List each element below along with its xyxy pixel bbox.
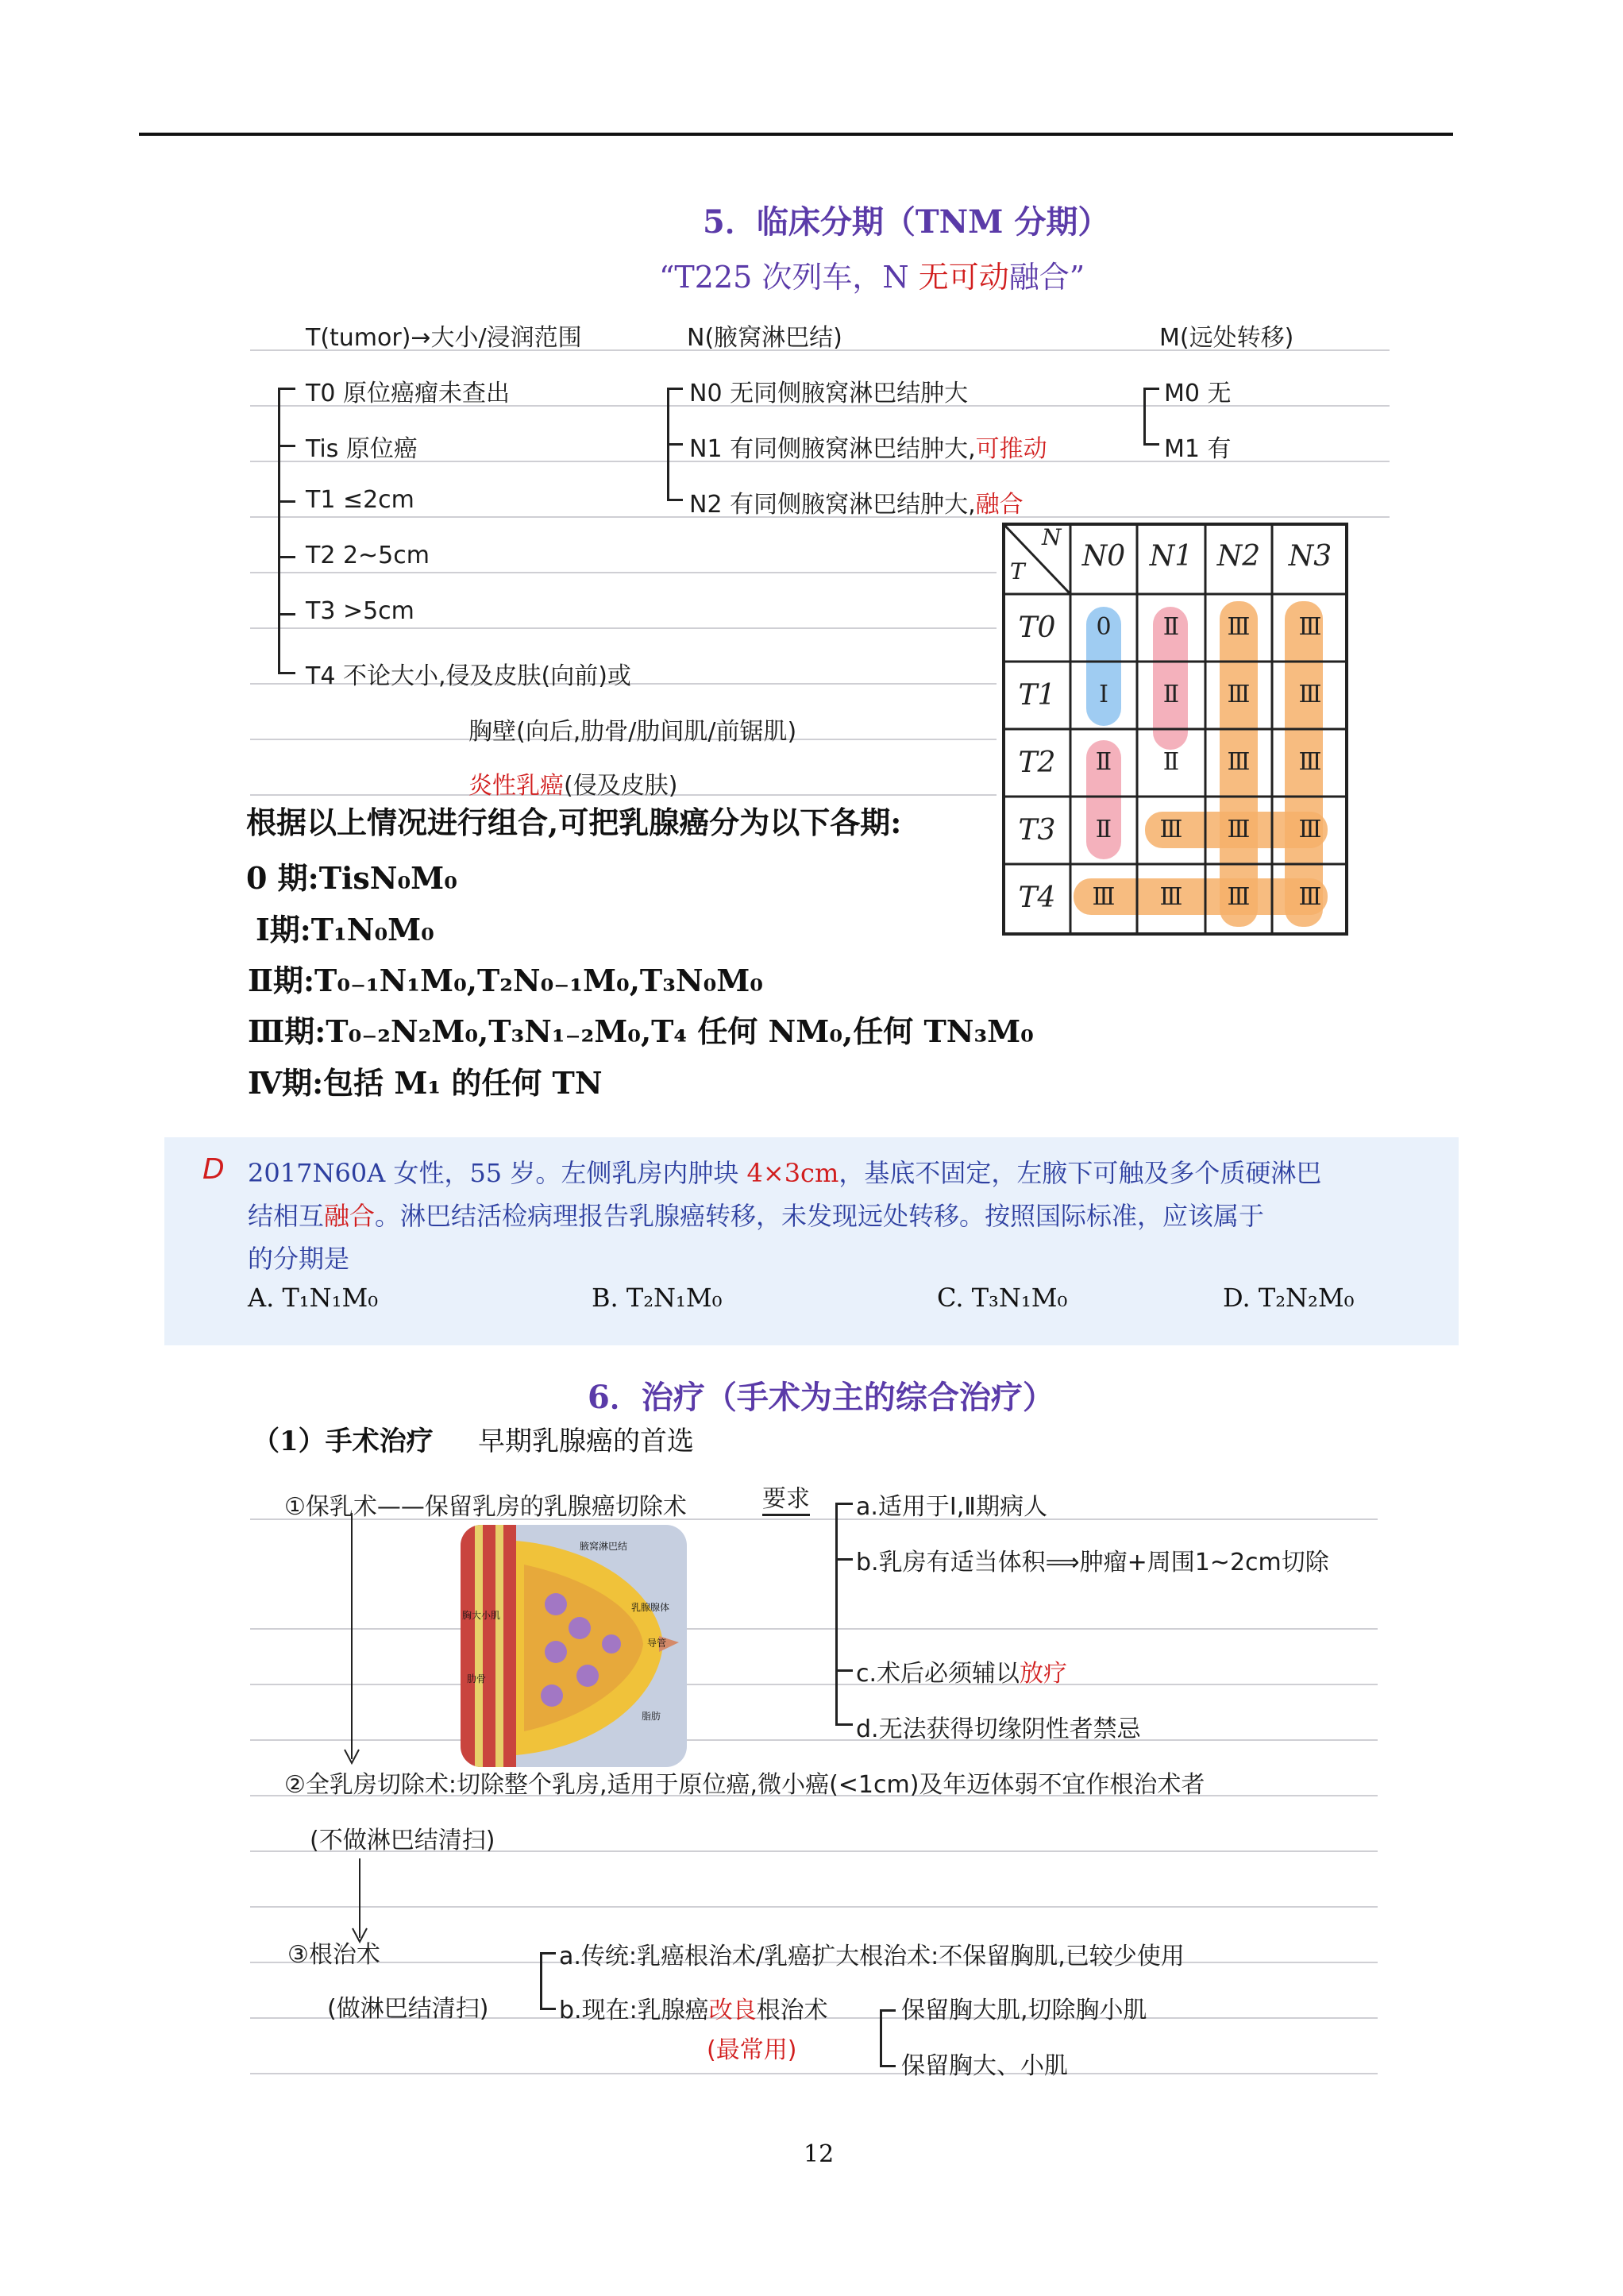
grid-row-header: T1: [1018, 679, 1056, 712]
label-gland: 乳腺腺体: [631, 1602, 670, 1613]
grid-col-header: N2: [1216, 540, 1261, 573]
grid-cell: Ⅲ: [1159, 816, 1183, 843]
grid-cell: Ⅱ: [1162, 681, 1180, 708]
arrow-down-icon-2: [348, 1858, 372, 1946]
t-item-1: Tis 原位癌: [306, 435, 418, 463]
grid-cell: Ⅲ: [1159, 883, 1183, 911]
req-b: b.乳房有适当体积⟹肿瘤+周围1~2cm切除: [856, 1549, 1329, 1576]
grid-row-header: T0: [1018, 612, 1056, 644]
radical-common: (最常用): [707, 2036, 797, 2064]
grid-cell: Ⅱ: [1095, 816, 1112, 843]
grid-cell: Ⅲ: [1298, 681, 1322, 708]
option-c[interactable]: C. T₃N₁M₀: [937, 1283, 1068, 1313]
grid-cell: 0: [1096, 613, 1112, 641]
radical-bracket: [540, 1952, 542, 2009]
modified-opt2: 保留胸大、小肌: [901, 2052, 1068, 2080]
stage-grid-lines: [1002, 523, 1348, 936]
t4-line2: 胸壁(向后,肋骨/肋间肌/前锯肌): [468, 718, 797, 746]
stage-4: Ⅳ期:包括 M₁ 的任何 TN: [248, 1065, 603, 1101]
t-bracket: [278, 388, 280, 673]
surgery-3-note: (做淋巴结清扫): [327, 1995, 489, 2023]
grid-col-header: N3: [1288, 540, 1332, 573]
m-bracket: [1143, 388, 1146, 445]
m-header: M(远处转移): [1159, 324, 1294, 352]
req-a: a.适用于Ⅰ,Ⅱ期病人: [856, 1493, 1048, 1521]
stage-1: Ⅰ期:T₁N₀M₀: [256, 912, 434, 947]
grid-cell: Ⅲ: [1227, 681, 1251, 708]
surgery-label: （1）手术治疗: [253, 1426, 434, 1457]
label-fat: 脂肪: [642, 1711, 661, 1722]
grid-cell: Ⅲ: [1298, 816, 1322, 843]
grid-cell: Ⅲ: [1092, 883, 1116, 911]
radical-b: b.现在:乳腺癌改良根治术: [559, 1997, 828, 2024]
surgery-2: ②全乳房切除术:切除整个乳房,适用于原位癌,微小癌(<1cm)及年迈体弱不宜作根治术者: [284, 1771, 1205, 1799]
t-header: T(tumor)→大小/浸润范围: [306, 324, 582, 352]
question-line3: 的分期是: [248, 1244, 350, 1274]
grid-cell: Ⅲ: [1298, 883, 1322, 911]
modified-opt1: 保留胸大肌,切除胸小肌: [901, 1997, 1147, 2024]
stage-2: Ⅱ期:T₀₋₁N₁M₀,T₂N₀₋₁M₀,T₃N₀M₀: [248, 963, 763, 998]
label-duct: 导管: [647, 1638, 667, 1649]
radical-a: a.传统:乳癌根治术/乳癌扩大根治术:不保留胸肌,已较少使用: [559, 1943, 1185, 1970]
t-item-3: T2 2~5cm: [306, 542, 430, 569]
t-item-0: T0 原位癌瘤未查出: [306, 380, 510, 407]
option-d[interactable]: D. T₂N₂M₀: [1223, 1283, 1355, 1313]
corner-n: N: [1042, 524, 1062, 550]
m-item-0: M0 无: [1164, 380, 1232, 407]
option-b[interactable]: B. T₂N₁M₀: [592, 1283, 723, 1313]
grid-cell: Ⅲ: [1227, 613, 1251, 641]
m-item-1: M1 有: [1164, 435, 1232, 463]
grid-cell: Ⅲ: [1298, 748, 1322, 776]
grid-cell: Ⅲ: [1227, 816, 1251, 843]
breast-anatomy-image: [461, 1525, 687, 1767]
arrow-down-icon: [340, 1513, 364, 1767]
grid-cell: Ⅲ: [1227, 883, 1251, 911]
surgery-2-note: (不做淋巴结清扫): [310, 1827, 495, 1854]
grid-cell: Ⅲ: [1298, 613, 1322, 641]
n-item-0: N0 无同侧腋窝淋巴结肿大: [689, 380, 969, 407]
stage-3: Ⅲ期:T₀₋₂N₂M₀,T₃N₁₋₂M₀,T₄ 任何 NM₀,任何 TN₃M₀: [248, 1013, 1034, 1049]
grid-cell: Ⅱ: [1162, 748, 1180, 776]
corner-t: T: [1010, 558, 1025, 585]
question-line2: 结相互融合。淋巴结活检病理报告乳腺癌转移，未发现远处转移。按照国际标准，应该属于: [248, 1201, 1265, 1231]
stage-0: 0 期:TisN₀M₀: [246, 860, 457, 896]
grid-cell: Ⅱ: [1095, 748, 1112, 776]
surgery-1-req: 要求: [762, 1479, 810, 1516]
option-a[interactable]: A. T₁N₁M₀: [248, 1283, 379, 1313]
question-line1: 2017N60A 女性，55 岁。左侧乳房内肿块 4×3cm，基底不固定，左腋下可触及多个质硬淋巴: [248, 1158, 1322, 1188]
t-item-2: T1 ≤2cm: [306, 486, 414, 514]
answer-mark: D: [202, 1153, 225, 1186]
t4-line3: 炎性乳癌(侵及皮肤): [468, 772, 678, 800]
header-rule: [139, 133, 1453, 136]
section5-title: 5．临床分期（TNM 分期）: [703, 203, 1110, 241]
label-rib: 肋骨: [467, 1673, 487, 1684]
surgery-sub: 早期乳腺癌的首选: [478, 1426, 694, 1457]
page-number: 12: [804, 2140, 835, 2168]
n-header: N(腋窝淋巴结): [687, 324, 842, 352]
t-item-4: T3 >5cm: [306, 597, 414, 625]
label-muscle: 胸大小肌: [462, 1610, 501, 1621]
grid-cell: Ⅱ: [1162, 613, 1180, 641]
grid-col-header: N0: [1081, 540, 1126, 573]
n-item-2: N2 有同侧腋窝淋巴结肿大,融合: [689, 491, 1024, 519]
grid-col-header: N1: [1149, 540, 1193, 573]
req-bracket: [835, 1503, 838, 1725]
grid-row-header: T4: [1018, 882, 1056, 914]
surgery-3: ③根治术: [287, 1941, 380, 1969]
mnemonic: “T225 次列车，N 无可动融合”: [659, 260, 1085, 295]
n-item-1: N1 有同侧腋窝淋巴结肿大,可推动: [689, 435, 1047, 463]
grid-row-header: T3: [1018, 814, 1056, 847]
grid-row-header: T2: [1018, 747, 1056, 779]
modified-bracket: [880, 2009, 882, 2066]
grid-cell: Ⅲ: [1227, 748, 1251, 776]
label-lymph: 腋窝淋巴结: [580, 1541, 628, 1552]
section6-title: 6．治疗（手术为主的综合治疗）: [588, 1379, 1054, 1416]
req-d: d.无法获得切缘阴性者禁忌: [856, 1715, 1141, 1743]
req-c: c.术后必须辅以放疗: [856, 1660, 1068, 1688]
t-item-5: T4 不论大小,侵及皮肤(向前)或: [306, 662, 631, 690]
grid-cell: Ⅰ: [1099, 681, 1108, 708]
surgery-1: ①保乳术——保留乳房的乳腺癌切除术: [284, 1493, 687, 1521]
stages-intro: 根据以上情况进行组合,可把乳腺癌分为以下各期:: [246, 805, 902, 840]
